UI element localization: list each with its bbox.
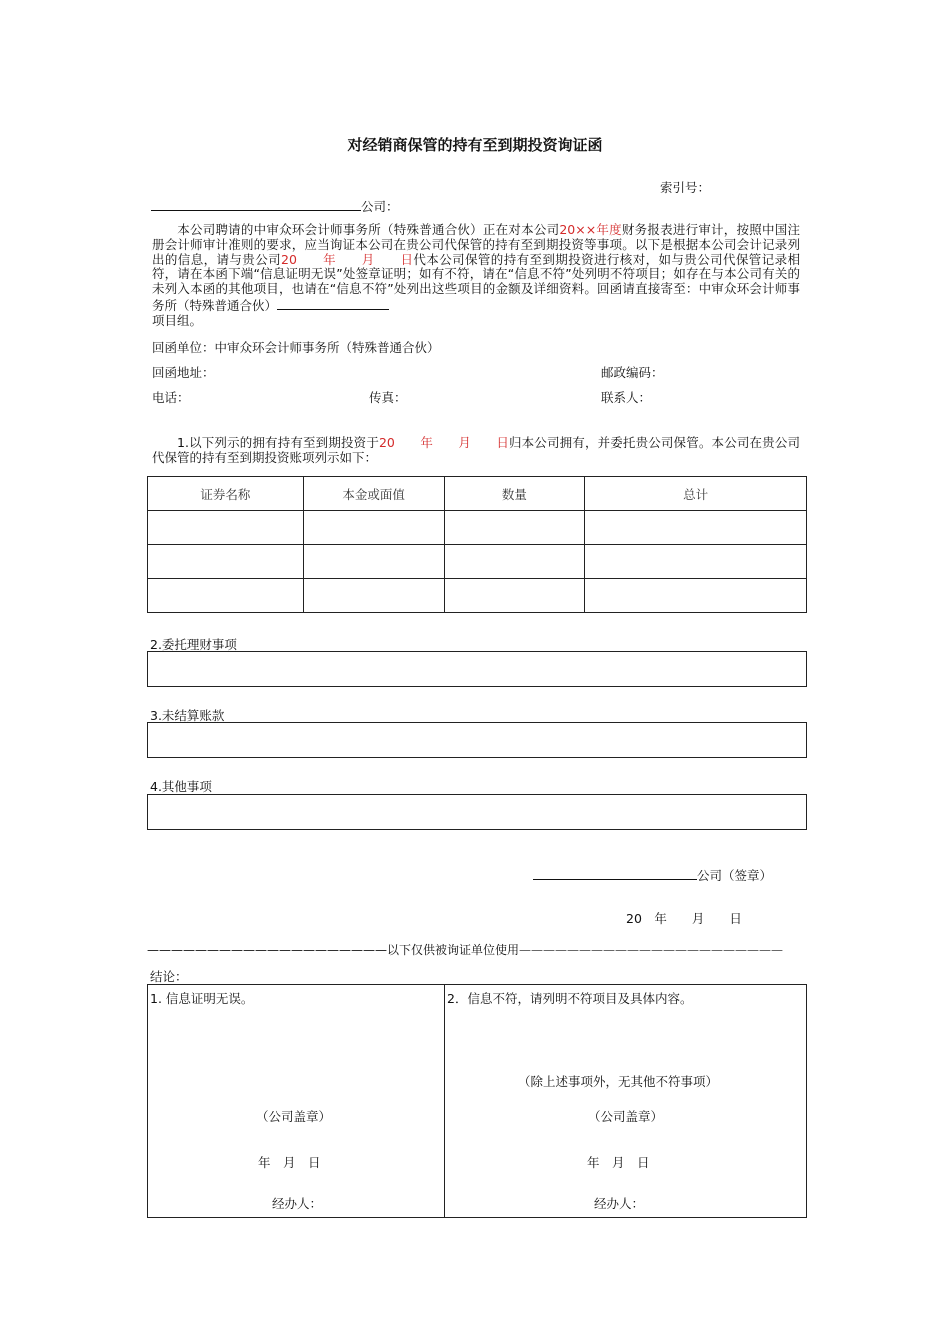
confirm-correct-option[interactable]: 1. 信息证明无误。 (150, 991, 254, 1006)
check-date: 20 年 月 日 (281, 251, 414, 267)
table-cell[interactable] (148, 545, 304, 579)
column-header: 本金或面值 (303, 477, 444, 511)
reply-fax: 传真： (369, 390, 407, 405)
reply-phone: 电话： (152, 390, 190, 405)
intro-text-1: 本公司聘请的中审众环会计师事务所（特殊普通合伙）正在对本公司 (177, 222, 560, 237)
project-team-blank[interactable] (277, 297, 389, 310)
reply-address: 回函地址： (152, 365, 215, 380)
reply-unit: 回函单位：中审众环会计师事务所（特殊普通合伙） (152, 340, 440, 355)
table-cell[interactable] (303, 579, 444, 613)
separator-line (147, 941, 807, 958)
section3-box[interactable] (147, 722, 807, 758)
intro-paragraph (152, 223, 800, 329)
table-cell[interactable] (585, 545, 807, 579)
addressee-line (151, 197, 399, 215)
table-cell[interactable] (148, 579, 304, 613)
left-handler: 经办人： (272, 1196, 323, 1211)
section3-heading: 3.未结算账款 (150, 708, 225, 723)
section4-heading: 4.其他事项 (150, 779, 212, 794)
index-number-label: 索引号： (660, 180, 711, 195)
audit-year: 20××年度 (559, 222, 622, 237)
table-cell[interactable] (444, 545, 585, 579)
conclusion-label: 结论： (150, 969, 188, 984)
addressee-company-blank[interactable] (151, 198, 361, 211)
right-handler: 经办人： (594, 1196, 645, 1211)
separator-left-dashes: ———————————————————— (147, 943, 387, 957)
conclusion-box (147, 984, 807, 1218)
intro-text-3: 代本公司保管的持有至到期投资进行核对，如与贵公司代保管记录相符，请在本函下端“信息证明无误”处签章证明；如有不符，请在“信息不符”处列明不符项目；如存在与本公司有关的未列入本函的其他项目，也请在“信息不符”处列出这些项目的金额及详细资料。回函请直接寄至：中审众环会计师事务所（特殊普通合伙） (152, 251, 800, 313)
signature-line (533, 866, 772, 884)
right-date: 年 月 日 (587, 1155, 650, 1170)
table-row (148, 545, 807, 579)
table-header-row (148, 477, 807, 511)
separator-right-dashes: —————————————————————— (519, 943, 784, 957)
signature-date: 20 年 月 日 (626, 911, 742, 926)
signature-company-blank[interactable] (533, 867, 697, 880)
section4-box[interactable] (147, 794, 807, 830)
table-cell[interactable] (585, 579, 807, 613)
column-header: 总计 (585, 477, 807, 511)
page-title: 对经销商保管的持有至到期投资询证函 (347, 136, 603, 154)
table-row (148, 511, 807, 545)
reply-contact: 联系人： (601, 390, 652, 405)
left-date: 年 月 日 (258, 1155, 321, 1170)
section1-date: 20 年 月 日 (378, 435, 509, 450)
section2-box[interactable] (147, 651, 807, 687)
section1-text-1: 1.以下列示的拥有持有至到期投资于 (177, 435, 379, 450)
company-suffix: 公司： (361, 199, 399, 214)
section2-heading: 2.委托理财事项 (150, 637, 237, 652)
table-cell[interactable] (303, 545, 444, 579)
separator-label: 以下仅供被询证单位使用 (387, 943, 520, 957)
right-seal-label: （公司盖章） (588, 1109, 664, 1124)
table-cell[interactable] (444, 579, 585, 613)
table-cell[interactable] (303, 511, 444, 545)
column-header: 证券名称 (148, 477, 304, 511)
reply-postcode: 邮政编码： (601, 365, 664, 380)
info-mismatch-option[interactable]: 2．信息不符，请列明不符项目及具体内容。 (447, 991, 693, 1006)
conclusion-divider (444, 985, 445, 1217)
intro-text-2: 财务报表进行审计，按照中国注册会计师审计准则的要求，应当询证本公司在贵公司代保管的持有至到期投资等事项。以下是根据本公司会计记录列出的信息，请与贵公司 (152, 222, 800, 267)
section1-text-2: 归本公司拥有，并委托贵公司保管。本公司在贵公司代保管的持有至到期投资账项列示如下： (152, 435, 800, 465)
left-seal-label: （公司盖章） (256, 1109, 332, 1124)
right-no-other-note: （除上述事项外，无其他不符事项） (518, 1074, 719, 1089)
section1-paragraph (152, 436, 800, 466)
intro-text-4: 项目组。 (152, 312, 203, 328)
column-header: 数量 (444, 477, 585, 511)
investment-table (147, 476, 807, 613)
table-row (148, 579, 807, 613)
table-cell[interactable] (444, 511, 585, 545)
table-cell[interactable] (148, 511, 304, 545)
company-seal-label: 公司（签章） (697, 868, 773, 883)
table-cell[interactable] (585, 511, 807, 545)
